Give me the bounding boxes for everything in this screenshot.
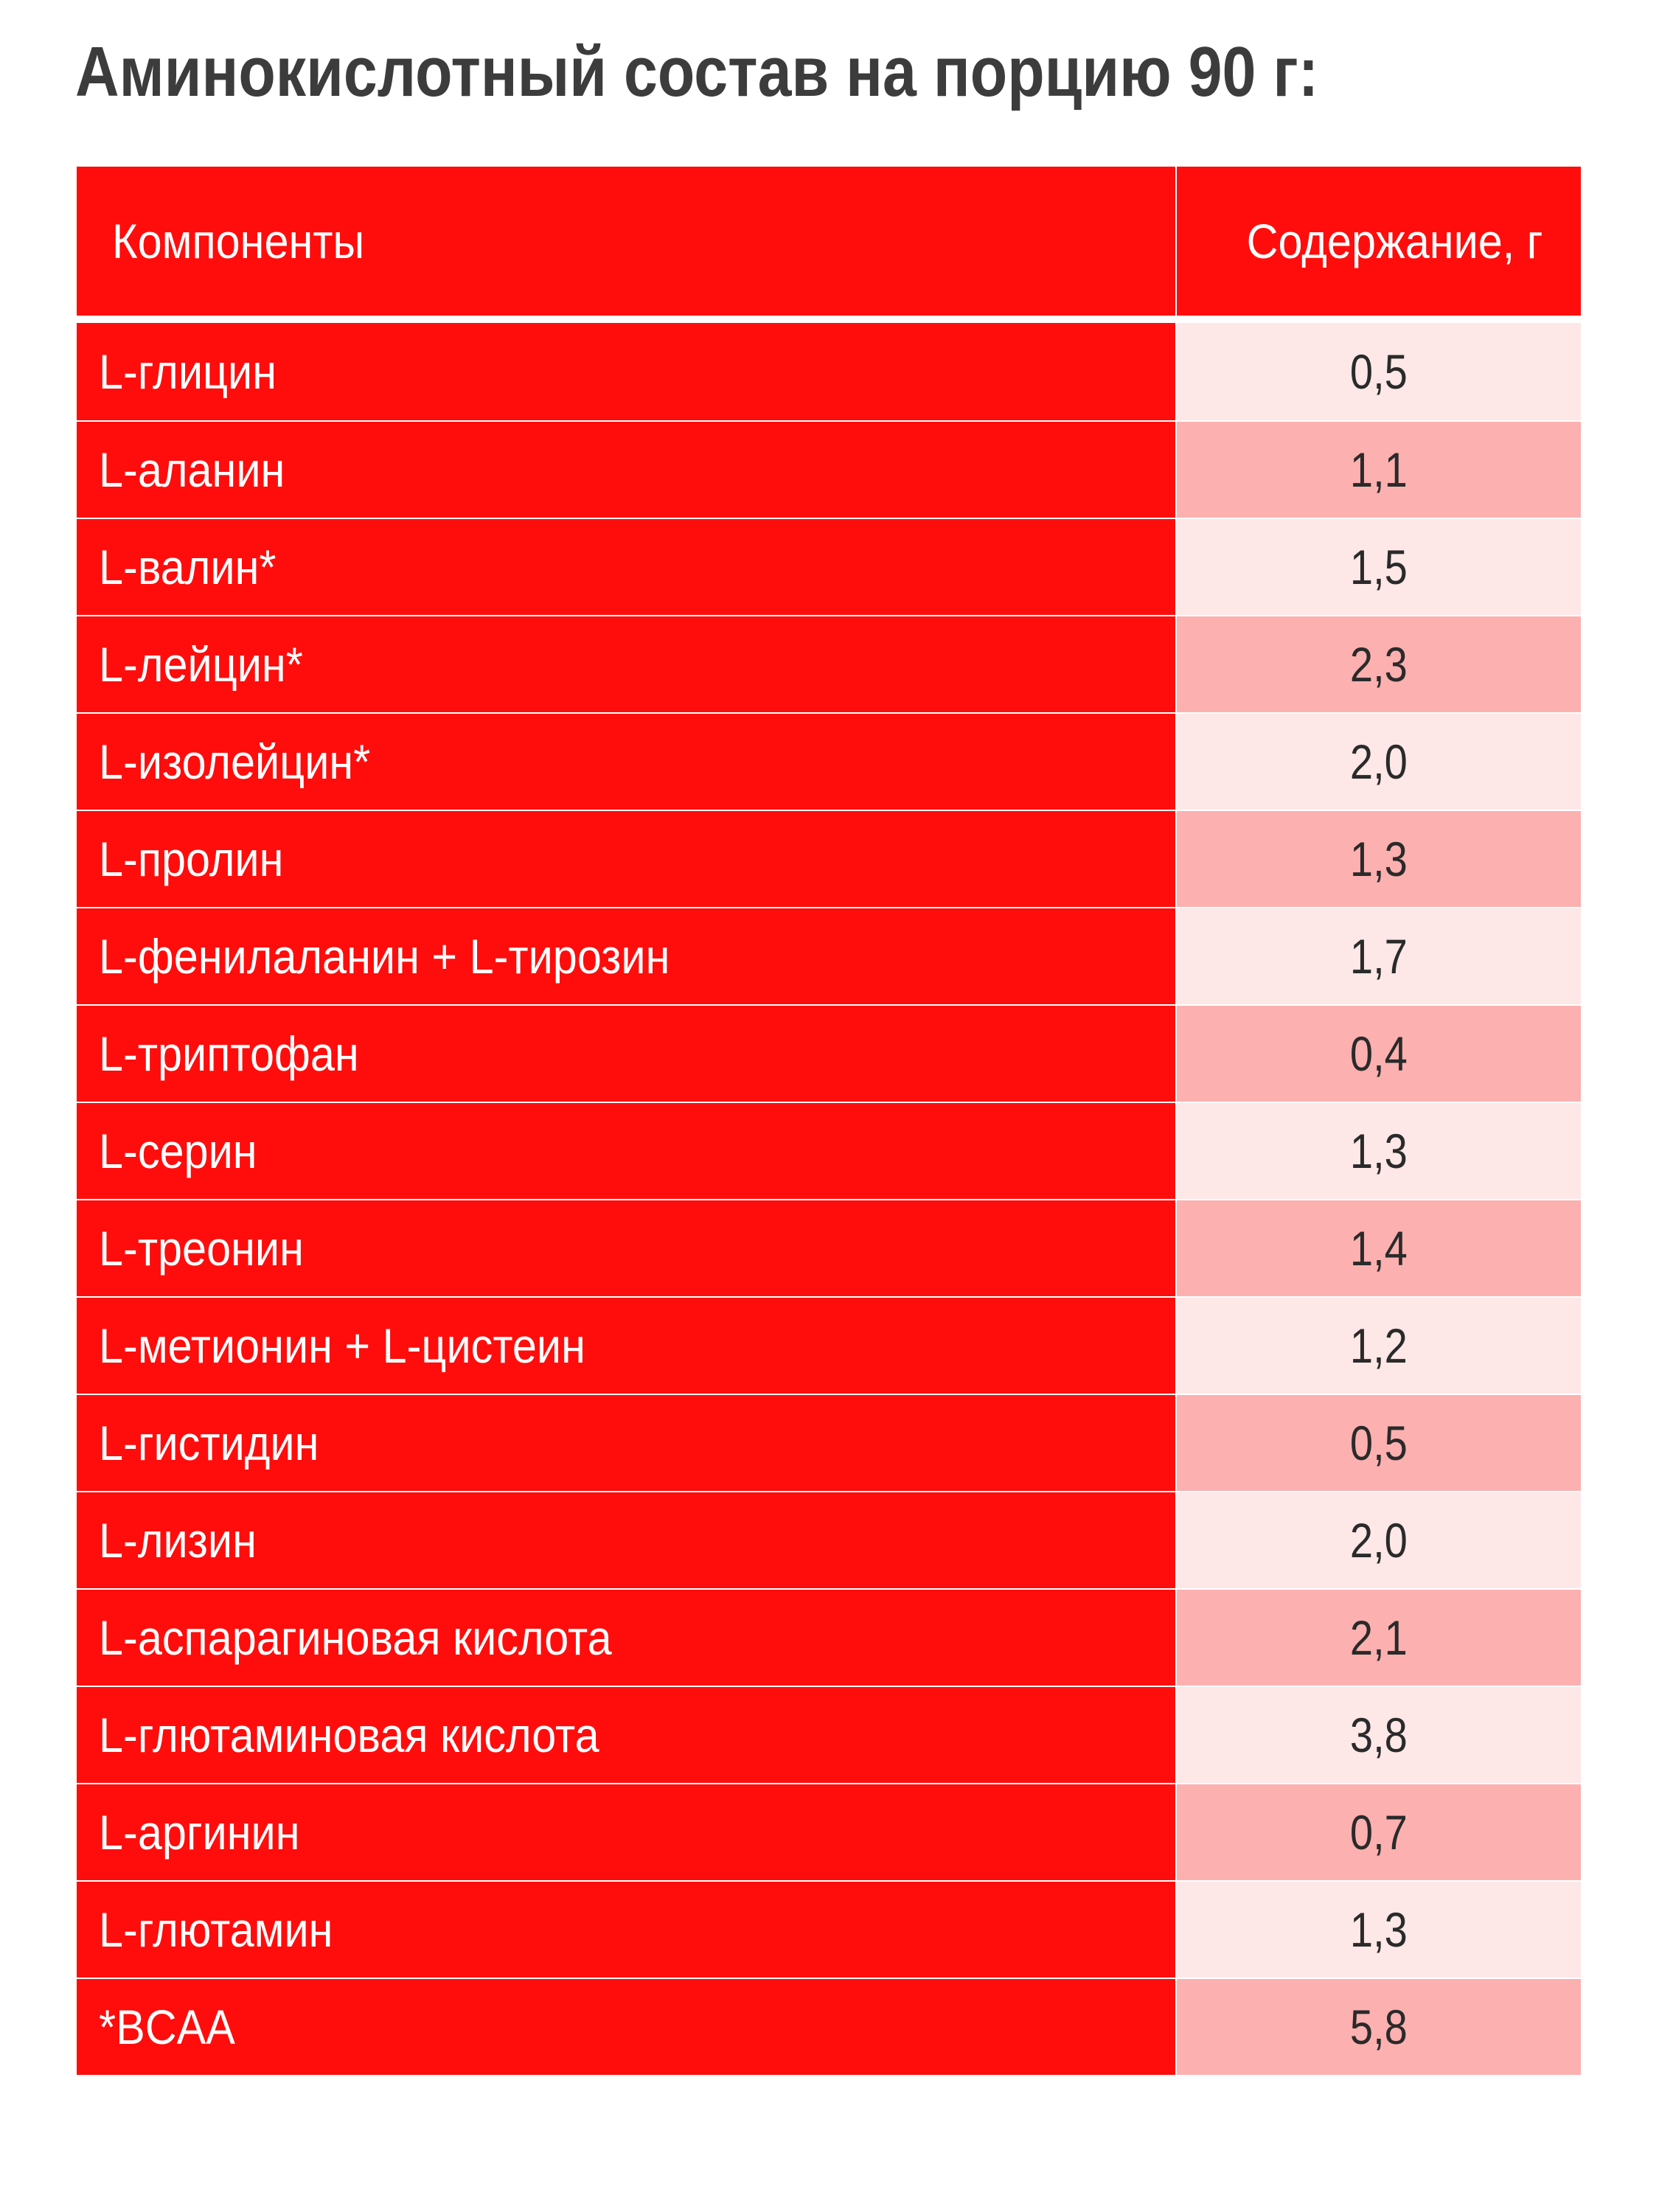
table-row bbox=[77, 907, 1581, 1004]
amino-acid-table bbox=[77, 167, 1581, 2075]
table-row bbox=[77, 1978, 1581, 2075]
content-value: 1,3 bbox=[1350, 1902, 1408, 1957]
component-cell bbox=[77, 811, 1175, 907]
component-name: L-пролин bbox=[99, 832, 284, 886]
page-title: Аминокислотный состав на порцию 90 г: bbox=[75, 32, 1319, 111]
table-row bbox=[77, 1394, 1581, 1491]
component-cell bbox=[77, 1006, 1175, 1102]
content-value: 1,5 bbox=[1350, 540, 1408, 594]
component-name: L-аргинин bbox=[99, 1805, 300, 1860]
content-value: 1,2 bbox=[1350, 1318, 1408, 1373]
component-name: L-триптофан bbox=[99, 1026, 359, 1081]
table-row bbox=[77, 518, 1581, 615]
content-cell bbox=[1177, 714, 1581, 810]
component-name: L-аланин bbox=[99, 442, 285, 497]
component-cell bbox=[77, 714, 1175, 810]
content-value: 2,0 bbox=[1350, 734, 1408, 789]
component-cell bbox=[77, 519, 1175, 615]
table-row bbox=[77, 420, 1581, 518]
content-cell bbox=[1177, 1882, 1581, 1978]
table-row bbox=[77, 1102, 1581, 1199]
component-cell bbox=[77, 1200, 1175, 1296]
content-value: 0,7 bbox=[1350, 1805, 1408, 1860]
component-cell bbox=[77, 1298, 1175, 1394]
component-name: L-серин bbox=[99, 1124, 257, 1178]
content-cell bbox=[1177, 1492, 1581, 1588]
content-cell bbox=[1177, 422, 1581, 518]
header-cell-component bbox=[77, 167, 1175, 316]
content-value: 0,5 bbox=[1350, 344, 1408, 399]
component-cell bbox=[77, 1395, 1175, 1491]
component-name: *BCAA bbox=[99, 2000, 235, 2054]
table-row bbox=[77, 1296, 1581, 1394]
content-value: 0,4 bbox=[1350, 1026, 1408, 1081]
content-value: 1,7 bbox=[1350, 929, 1408, 984]
content-value: 1,3 bbox=[1350, 1124, 1408, 1178]
content-cell bbox=[1177, 811, 1581, 907]
content-cell bbox=[1177, 1687, 1581, 1783]
table-row bbox=[77, 323, 1581, 420]
content-value: 3,8 bbox=[1350, 1708, 1408, 1762]
component-name: L-глютамин bbox=[99, 1902, 333, 1957]
table-row bbox=[77, 1491, 1581, 1588]
content-cell bbox=[1177, 1590, 1581, 1686]
content-cell bbox=[1177, 1200, 1581, 1296]
component-name: L-гистидин bbox=[99, 1416, 319, 1470]
table-row bbox=[77, 810, 1581, 907]
component-name: L-метионин + L-цистеин bbox=[99, 1318, 585, 1373]
component-name: L-фенилаланин + L-тирозин bbox=[99, 929, 670, 984]
content-cell bbox=[1177, 1103, 1581, 1199]
table-row bbox=[77, 1588, 1581, 1686]
content-value: 1,4 bbox=[1350, 1221, 1408, 1276]
table-row bbox=[77, 712, 1581, 810]
content-value: 5,8 bbox=[1350, 2000, 1408, 2054]
content-value: 2,3 bbox=[1350, 637, 1408, 692]
header-component-label: Компоненты bbox=[112, 214, 365, 268]
content-cell bbox=[1177, 323, 1581, 420]
component-cell bbox=[77, 908, 1175, 1004]
component-cell bbox=[77, 1687, 1175, 1783]
content-cell bbox=[1177, 1979, 1581, 2075]
component-cell bbox=[77, 323, 1175, 420]
component-name: L-глицин bbox=[99, 344, 277, 399]
component-cell bbox=[77, 1882, 1175, 1978]
table-row bbox=[77, 1199, 1581, 1296]
table-header-row bbox=[77, 167, 1581, 316]
component-name: L-лейцин* bbox=[99, 637, 303, 692]
content-cell bbox=[1177, 1395, 1581, 1491]
content-cell bbox=[1177, 519, 1581, 615]
component-cell bbox=[77, 1784, 1175, 1880]
component-name: L-аспарагиновая кислота bbox=[99, 1610, 612, 1665]
table-row bbox=[77, 1686, 1581, 1783]
component-cell bbox=[77, 1979, 1175, 2075]
component-name: L-изолейцин* bbox=[99, 734, 371, 789]
component-name: L-валин* bbox=[99, 540, 276, 594]
component-name: L-лизин bbox=[99, 1513, 257, 1568]
component-cell bbox=[77, 422, 1175, 518]
component-name: L-треонин bbox=[99, 1221, 304, 1276]
component-cell bbox=[77, 616, 1175, 712]
content-value: 1,1 bbox=[1350, 442, 1408, 497]
component-cell bbox=[77, 1103, 1175, 1199]
table-row bbox=[77, 615, 1581, 712]
content-cell bbox=[1177, 908, 1581, 1004]
content-cell bbox=[1177, 1298, 1581, 1394]
table-row bbox=[77, 1783, 1581, 1880]
header-cell-content bbox=[1177, 167, 1581, 316]
component-name: L-глютаминовая кислота bbox=[99, 1708, 599, 1762]
content-cell bbox=[1177, 1006, 1581, 1102]
header-content-label: Содержание, г bbox=[1246, 214, 1543, 268]
content-cell bbox=[1177, 616, 1581, 712]
table-body bbox=[77, 323, 1581, 2075]
content-value: 1,3 bbox=[1350, 832, 1408, 886]
content-value: 2,1 bbox=[1350, 1610, 1408, 1665]
component-cell bbox=[77, 1492, 1175, 1588]
content-value: 2,0 bbox=[1350, 1513, 1408, 1568]
content-cell bbox=[1177, 1784, 1581, 1880]
content-value: 0,5 bbox=[1350, 1416, 1408, 1470]
component-cell bbox=[77, 1590, 1175, 1686]
table-row bbox=[77, 1880, 1581, 1978]
table-row bbox=[77, 1004, 1581, 1102]
